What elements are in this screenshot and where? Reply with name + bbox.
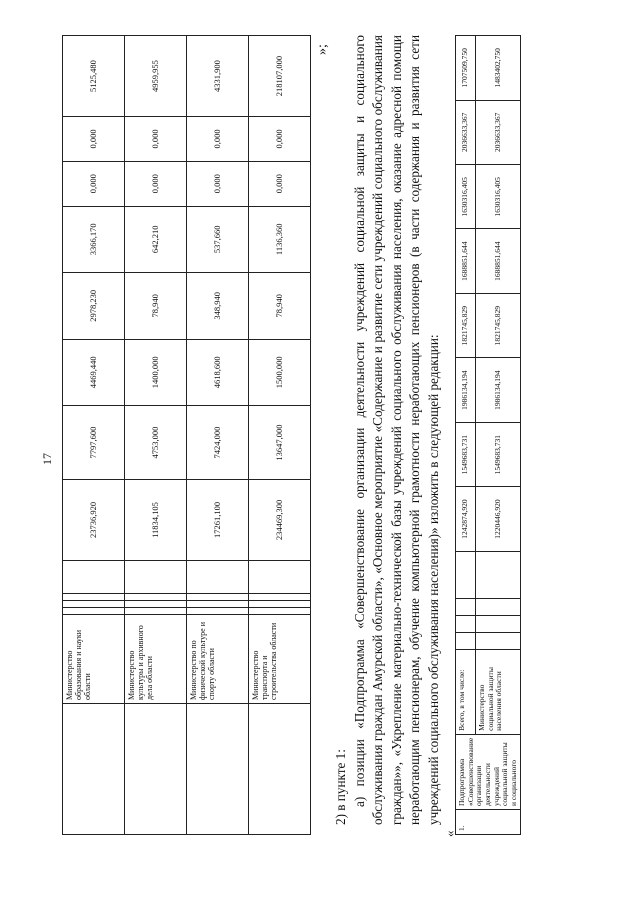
table-cell-value: 17261,100 [187, 479, 249, 560]
table-cell-ministry: Министерство по физической культуре и спорту области [187, 615, 249, 704]
table-row [63, 36, 125, 835]
table-cell-value: 1500,000 [249, 339, 311, 406]
table-cell-value: 1136,360 [249, 206, 311, 273]
table-cell-value: 1986134,194 [476, 358, 521, 422]
table-cell-value: 1707509,750 [456, 36, 476, 101]
table-cell-value: 1242874,920 [456, 487, 476, 551]
table-cell-value: 1688851,644 [456, 229, 476, 293]
table-cell-value: 2036633,367 [456, 100, 476, 164]
table-cell-value: 348,940 [187, 273, 249, 340]
funding-table-continued [62, 35, 311, 835]
table-cell-value: 0,000 [187, 161, 249, 206]
table-cell-value: 1688851,644 [476, 229, 521, 293]
table-cell-label: Всего, в том числе: [456, 649, 476, 734]
table-cell-value: 1400,000 [125, 339, 187, 406]
table-cell-value: 0,000 [63, 161, 125, 206]
table-cell-label: Министерство социальной защиты населения области [476, 649, 521, 734]
table-cell-value: 23736,920 [63, 479, 125, 560]
table-cell-value: 2036633,367 [476, 100, 521, 164]
table-cell-value: 7797,600 [63, 406, 125, 480]
table-cell-value: 0,000 [125, 117, 187, 162]
quote-open-mark: « [442, 830, 457, 837]
table-row [249, 36, 311, 835]
table-cell-value: 4331,900 [187, 36, 249, 117]
table-cell-value: 5125,480 [63, 36, 125, 117]
body-text [330, 35, 444, 825]
table-cell-value: 1630316,405 [476, 165, 521, 229]
table-cell-ministry: Министерство транспорта и строительства области [249, 615, 311, 704]
page-number: 17 [40, 453, 54, 465]
table-cell-value: 0,000 [249, 117, 311, 162]
table-cell-value: 4469,440 [63, 339, 125, 406]
table-cell-value: 1483402,750 [476, 36, 521, 101]
point-heading: 2) в пункте 1: [333, 749, 348, 825]
table-row [187, 36, 249, 835]
table-cell-value: 13647,000 [249, 406, 311, 480]
table-cell-value: 2978,230 [63, 273, 125, 340]
table-cell-value: 1821745,829 [456, 293, 476, 357]
table-cell-value: 0,000 [63, 117, 125, 162]
table-cell-value: 0,000 [249, 161, 311, 206]
table-cell-value: 1549683,731 [456, 422, 476, 486]
table-cell-value: 0,000 [187, 117, 249, 162]
table-cell-value: 78,940 [249, 273, 311, 340]
table-cell-value: 537,660 [187, 206, 249, 273]
table-cell-number: 1. [456, 810, 521, 835]
table-row [125, 36, 187, 835]
table-cell-subprogram: Подпрограмма «Совершенствование организации деятельности учреждений социальной защиты и социального [456, 734, 521, 809]
table-cell-value: 4753,000 [125, 406, 187, 480]
table-row [456, 36, 476, 835]
table-cell-value: 1986134,194 [456, 358, 476, 422]
table-cell-ministry: Министерство культуры и архивного дела области [125, 615, 187, 704]
table-cell-value: 11834,105 [125, 479, 187, 560]
table-cell-value: 4959,955 [125, 36, 187, 117]
table-closing-mark: »; [315, 44, 330, 55]
table-cell-value: 642,210 [125, 206, 187, 273]
table-row [476, 36, 521, 835]
table-cell-value: 1821745,829 [476, 293, 521, 357]
funding-table-new [455, 35, 521, 835]
table-cell-value: 4618,600 [187, 339, 249, 406]
table-cell-value: 1630316,405 [456, 165, 476, 229]
table-cell-value: 0,000 [125, 161, 187, 206]
table-cell-value: 1549683,731 [476, 422, 521, 486]
table-cell-value: 234469,300 [249, 479, 311, 560]
table-cell-value: 1220446,920 [476, 487, 521, 551]
table-cell-ministry: Министерство образования и науки области [63, 615, 125, 704]
table-cell-value: 3366,170 [63, 206, 125, 273]
table-cell-value: 218107,000 [249, 36, 311, 117]
table-cell-value: 78,940 [125, 273, 187, 340]
table-cell-value: 7424,000 [187, 406, 249, 480]
table-cell [63, 704, 125, 835]
paragraph-a: а) позиции «Подпрограмма «Совершенствование организации деятельности учреждений социальной защиты и социального обслуживания граждан Амурской области», «Основное мероприятие «Содержание и развитие сети учреждений социального обслуживания граждан»», «Укрепление материально-технической базы учреждений социального обслуживания населения, оказание адресной помощи неработающим пенсионерам, обучение компьютерной грамотности неработающих пенсионеров (в части содержания и развития сети учреждений социального обслуживания населения)» изложить в следующей редакции: [351, 35, 441, 825]
